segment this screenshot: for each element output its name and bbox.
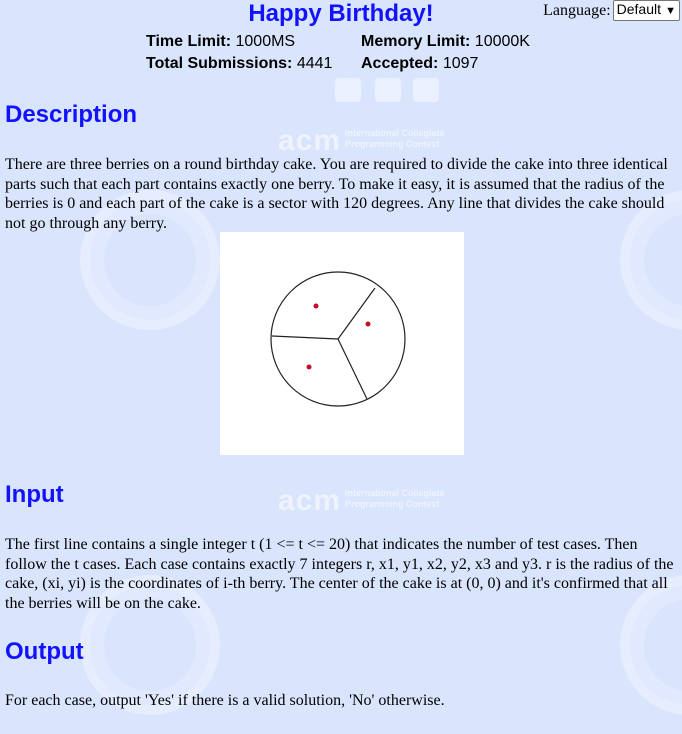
time-limit-value: 1000MS [235,33,296,50]
accepted-label: Accepted: [361,55,439,72]
cake-cut-line [338,339,367,399]
language-label: Language: [543,1,611,19]
chevron-down-icon: ▼ [665,5,676,17]
watermark-icon [375,78,401,102]
watermark-acm-text: acm [278,124,342,157]
watermark-icon [335,78,361,102]
input-text: The first line contains a single integer t (1 <= t <= 20) that indicates the number of test cases. Then follow the t cases. Each case contains exactly 7 integers r, x1, y1, x2, y2, x3 and y3. r is the radius of the cake, (xi, yi) is the coordinates of i-th berry. The center of the cake is at (0, 0) and it's confirmed that all the berries will be on the cake. [5,536,674,612]
watermark-acm-text: acm [278,484,342,517]
description-heading: Description [5,101,138,128]
accepted-value: 1097 [442,55,479,72]
berry [314,304,319,309]
memory-limit-label: Memory Limit: [361,33,471,50]
time-limit-label: Time Limit: [146,33,232,50]
total-submissions-value: 4441 [296,55,333,72]
watermark-acm-subtitle: Programming Contest [345,499,440,509]
watermark-acm-logo [278,484,445,518]
cake-figure [220,232,464,455]
cake-cut-line [338,288,375,339]
cake-cut-line [272,336,338,339]
total-submissions-label: Total Submissions: [146,55,293,72]
output-heading: Output [5,638,84,665]
language-selected-value: Default [616,1,661,17]
language-switcher [543,0,680,21]
problem-limits [146,31,566,75]
watermark-acm-logo [278,124,445,158]
memory-limit-value: 10000K [474,33,530,50]
berry [307,365,312,370]
watermark-acm-subtitle: Programming Contest [345,139,440,149]
language-select[interactable] [613,0,680,21]
input-heading: Input [5,481,64,508]
watermark-acm-subtitle: International Collegiate [345,128,445,138]
cake-diagram [220,232,464,455]
output-text: For each case, output 'Yes' if there is a valid solution, 'No' otherwise. [5,692,445,709]
problem-title: Happy Birthday! [248,0,434,27]
watermark-icon [413,78,439,102]
watermark-acm-subtitle: International Collegiate [345,488,445,498]
berry [366,322,371,327]
description-text: There are three berries on a round birthday cake. You are required to divide the cake into three identical parts such that each part contains exactly one berry. To make it easy, it is assumed that the radius of the berries is 0 and each part of the cake is a sector with 120 degrees. Any line that divides the cake should not go through any berry. [5,156,668,232]
